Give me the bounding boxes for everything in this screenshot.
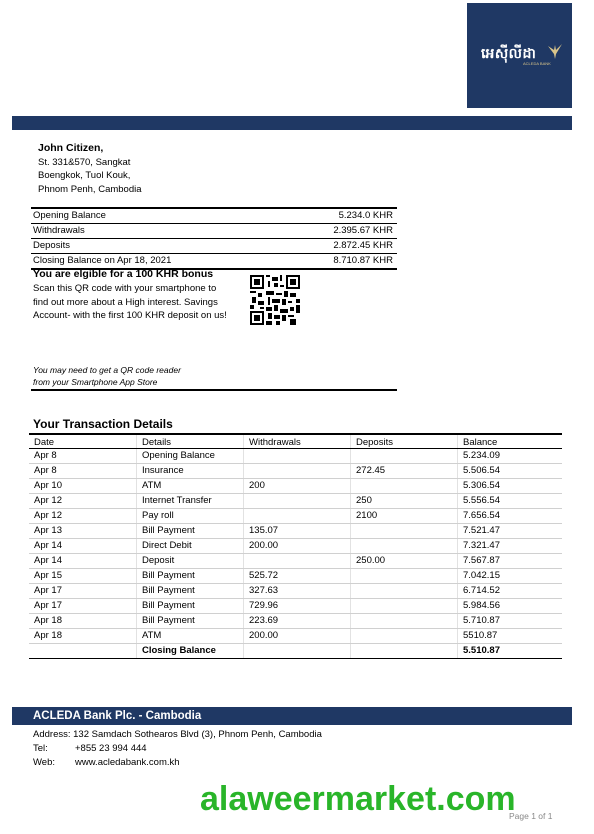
table-cell: Apr 18 <box>29 629 137 644</box>
table-cell <box>244 554 351 569</box>
tel-value: +855 23 994 444 <box>75 743 147 754</box>
web-link[interactable]: www.acledabank.com.kh <box>75 757 180 768</box>
bonus-note-line: from your Smartphone App Store <box>33 377 158 387</box>
table-cell: ATM <box>137 629 244 644</box>
column-header: Balance <box>458 434 563 449</box>
table-cell: Opening Balance <box>137 449 244 464</box>
logo-subtext: ACLEDA BANK <box>523 61 551 66</box>
address-line: Phnom Penh, Cambodia <box>38 183 142 195</box>
table-cell: Apr 14 <box>29 554 137 569</box>
table-cell <box>351 584 458 599</box>
table-cell: 5.556.54 <box>458 494 563 509</box>
summary-label: Deposits <box>33 240 70 251</box>
summary-label: Closing Balance on Apr 18, 2021 <box>33 255 172 266</box>
table-row <box>29 614 562 629</box>
transaction-table <box>29 433 562 659</box>
column-header: Deposits <box>351 434 458 449</box>
table-row <box>29 494 562 509</box>
summary-row <box>31 209 397 224</box>
table-row <box>29 524 562 539</box>
table-cell: Apr 12 <box>29 509 137 524</box>
footer-bar <box>12 707 572 725</box>
table-row <box>29 554 562 569</box>
table-row <box>29 509 562 524</box>
customer-address <box>38 142 142 196</box>
table-cell: Apr 13 <box>29 524 137 539</box>
transaction-title: Your Transaction Details <box>33 417 173 431</box>
table-cell: 272.45 <box>351 464 458 479</box>
table-cell: 5.984.56 <box>458 599 563 614</box>
table-row <box>29 539 562 554</box>
company-name: ACLEDA Bank Plc. - Cambodia <box>33 710 202 722</box>
qr-code-icon <box>250 274 300 326</box>
footer-address <box>33 728 322 742</box>
table-cell: Apr 8 <box>29 464 137 479</box>
table-cell <box>351 569 458 584</box>
table-cell: 7.521.47 <box>458 524 563 539</box>
table-cell: Apr 12 <box>29 494 137 509</box>
table-cell <box>351 539 458 554</box>
tel-label: Tel: <box>33 743 48 754</box>
column-header: Date <box>29 434 137 449</box>
table-cell <box>351 599 458 614</box>
header-bar <box>12 116 572 130</box>
table-cell: 200 <box>244 479 351 494</box>
watermark: alaweermarket.com <box>200 780 516 818</box>
footer-web <box>33 756 322 770</box>
address-line: St. 331&570, Sangkat <box>38 156 131 168</box>
summary-row <box>31 224 397 239</box>
table-cell: 327.63 <box>244 584 351 599</box>
footer-tel <box>33 742 322 756</box>
balance-summary <box>31 207 397 270</box>
table-row <box>29 479 562 494</box>
bonus-title: You are elgible for a 100 KHR bonus <box>33 268 214 280</box>
table-cell: 250 <box>351 494 458 509</box>
bonus-offer <box>33 268 233 323</box>
table-cell: Pay roll <box>137 509 244 524</box>
table-cell: Bill Payment <box>137 584 244 599</box>
table-cell: 5.506.54 <box>458 464 563 479</box>
table-cell: 6.714.52 <box>458 584 563 599</box>
bonus-text: Scan this QR code with your smartphone to find out more about a High interest. Savings Account- with the first 100 KHR deposit on us! <box>33 283 227 321</box>
address-label: Address: <box>33 729 71 740</box>
table-cell: 5.234.09 <box>458 449 563 464</box>
table-cell: Apr 18 <box>29 614 137 629</box>
column-header: Withdrawals <box>244 434 351 449</box>
table-cell: Insurance <box>137 464 244 479</box>
table-cell: Apr 17 <box>29 599 137 614</box>
page-number: Page 1 of 1 <box>509 811 553 821</box>
table-cell: ATM <box>137 479 244 494</box>
bonus-note <box>33 364 181 388</box>
summary-row <box>31 239 397 254</box>
summary-label: Withdrawals <box>33 225 85 236</box>
table-cell: Apr 17 <box>29 584 137 599</box>
table-cell: 729.96 <box>244 599 351 614</box>
table-header-row <box>29 434 562 449</box>
summary-label: Opening Balance <box>33 210 106 221</box>
table-cell: Bill Payment <box>137 614 244 629</box>
summary-value: 5.234.0 KHR <box>338 210 393 221</box>
table-row <box>29 569 562 584</box>
summary-value: 2.395.67 KHR <box>333 225 393 236</box>
table-cell: 7.321.47 <box>458 539 563 554</box>
table-cell <box>244 464 351 479</box>
table-cell <box>351 644 458 659</box>
table-cell <box>244 449 351 464</box>
table-cell: 7.567.87 <box>458 554 563 569</box>
footer-contact <box>33 728 322 770</box>
table-cell: 5.710.87 <box>458 614 563 629</box>
bird-icon <box>546 42 564 60</box>
table-cell: 5510.87 <box>458 629 563 644</box>
table-cell: Bill Payment <box>137 569 244 584</box>
closing-balance-row <box>29 644 562 659</box>
transaction-body <box>29 449 562 644</box>
table-cell: 7.042.15 <box>458 569 563 584</box>
table-cell <box>351 614 458 629</box>
table-cell <box>29 644 137 659</box>
table-cell: Direct Debit <box>137 539 244 554</box>
table-row <box>29 629 562 644</box>
table-cell: 525.72 <box>244 569 351 584</box>
table-row <box>29 464 562 479</box>
table-cell: 135.07 <box>244 524 351 539</box>
closing-balance-value: 5.510.87 <box>458 644 563 659</box>
table-cell: 250.00 <box>351 554 458 569</box>
table-cell: 7.656.54 <box>458 509 563 524</box>
table-cell <box>244 509 351 524</box>
table-cell <box>351 479 458 494</box>
bonus-note-line: You may need to get a QR code reader <box>33 365 181 375</box>
table-cell <box>351 524 458 539</box>
address-line: Boengkok, Tuol Kouk, <box>38 170 131 181</box>
closing-balance-label: Closing Balance <box>137 644 244 659</box>
table-cell: Apr 10 <box>29 479 137 494</box>
logo-text: អេស៊ីលីដា <box>481 46 537 62</box>
table-cell: 200.00 <box>244 629 351 644</box>
bank-logo <box>467 3 572 108</box>
table-row <box>29 599 562 614</box>
table-cell: Bill Payment <box>137 524 244 539</box>
web-label: Web: <box>33 757 56 768</box>
table-cell <box>244 494 351 509</box>
table-cell: Internet Transfer <box>137 494 244 509</box>
table-cell <box>351 449 458 464</box>
table-cell: Apr 8 <box>29 449 137 464</box>
address-value: 132 Samdach Sothearos Blvd (3), Phnom Penh, Cambodia <box>73 729 322 740</box>
table-cell: Bill Payment <box>137 599 244 614</box>
table-cell: Apr 14 <box>29 539 137 554</box>
table-cell: 223.69 <box>244 614 351 629</box>
table-cell: Deposit <box>137 554 244 569</box>
table-cell <box>244 644 351 659</box>
summary-value: 2.872.45 KHR <box>333 240 393 251</box>
table-cell: Apr 15 <box>29 569 137 584</box>
table-cell: 2100 <box>351 509 458 524</box>
table-row <box>29 449 562 464</box>
column-header: Details <box>137 434 244 449</box>
summary-value: 8.710.87 KHR <box>333 255 393 266</box>
customer-name: John Citizen, <box>38 142 104 154</box>
table-cell: 5.306.54 <box>458 479 563 494</box>
table-row <box>29 584 562 599</box>
table-cell: 200.00 <box>244 539 351 554</box>
divider <box>31 389 397 391</box>
table-cell <box>351 629 458 644</box>
